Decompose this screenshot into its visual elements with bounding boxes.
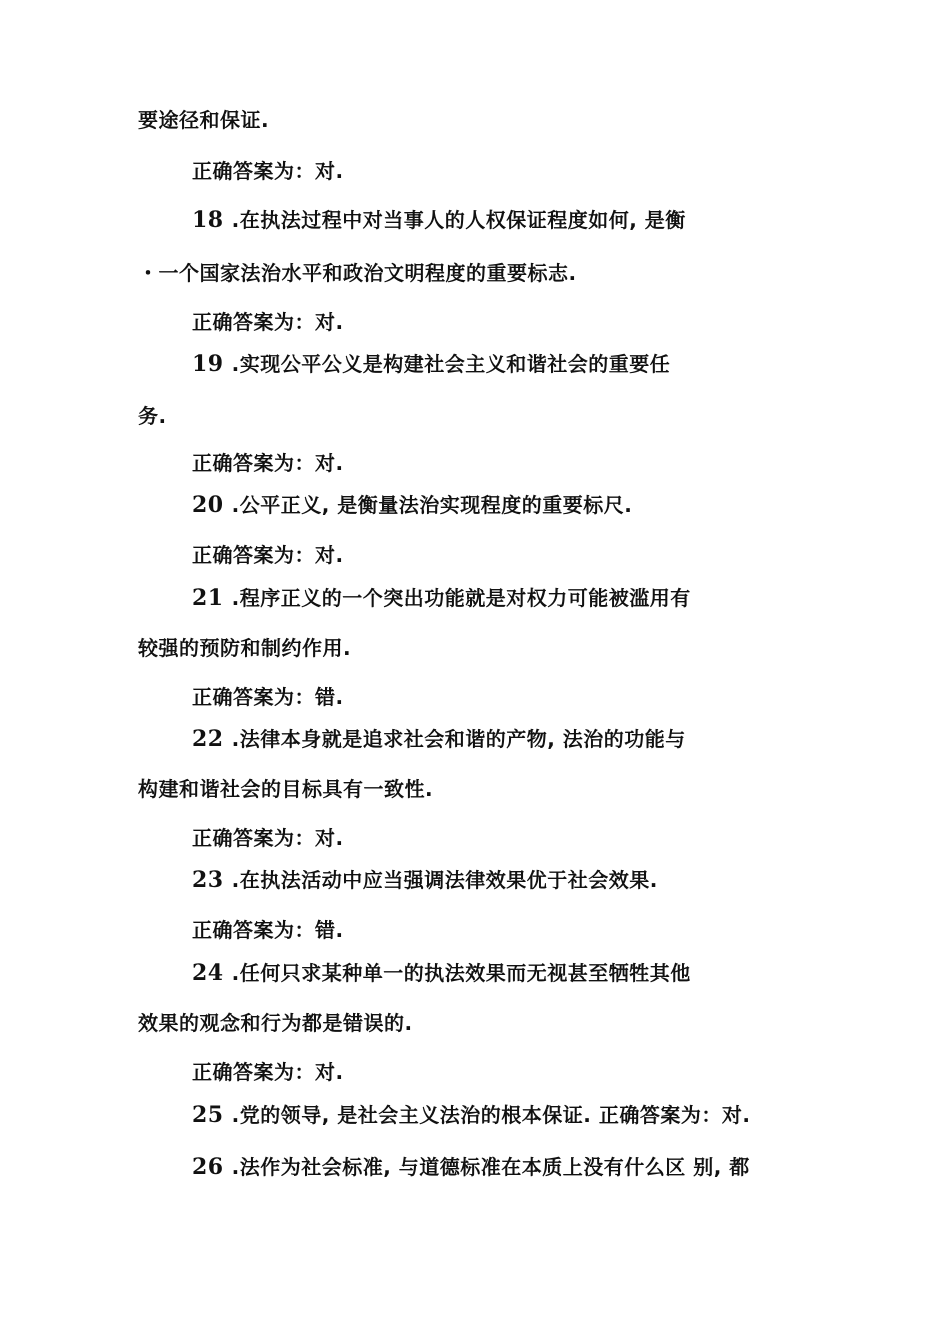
question-24-cont: 效果的观念和行为都是错误的. — [138, 1011, 413, 1035]
question-22-cont: 构建和谐社会的目标具有一致性. — [138, 777, 434, 801]
answer-21: 正确答案为：错. — [192, 685, 344, 709]
question-text: .在执法活动中应当强调法律效果优于社会效果. — [231, 868, 658, 892]
question-21-cont: 较强的预防和制约作用. — [138, 636, 352, 660]
question-23 — [192, 866, 658, 894]
question-24 — [192, 959, 691, 987]
question-text: .在执法过程中对当事人的人权保证程度如何, 是衡 — [231, 208, 686, 232]
question-number: 23 — [192, 867, 224, 893]
question-18-cont: ・一个国家法治水平和政治文明程度的重要标志. — [138, 261, 577, 285]
question-number: 19 — [192, 351, 224, 377]
question-text: .程序正义的一个突出功能就是对权力可能被滥用有 — [231, 586, 691, 610]
question-text: .实现公平公义是构建社会主义和谐社会的重要任 — [231, 352, 671, 376]
question-number: 25 — [192, 1102, 224, 1128]
question-number: 22 — [192, 726, 224, 752]
text-line: 要途径和保证. — [138, 108, 270, 132]
question-number: 18 — [192, 207, 224, 233]
question-18 — [192, 206, 686, 234]
answer-20: 正确答案为：对. — [192, 543, 344, 567]
answer-19: 正确答案为：对. — [192, 451, 344, 475]
question-text: .党的领导, 是社会主义法治的根本保证. 正确答案为：对. — [231, 1103, 751, 1127]
question-text: .公平正义, 是衡量法治实现程度的重要标尺. — [231, 493, 633, 517]
question-number: 26 — [192, 1154, 224, 1180]
question-number: 20 — [192, 492, 224, 518]
question-number: 24 — [192, 960, 224, 986]
question-text: .法作为社会标准, 与道德标准在本质上没有什么区 别, 都 — [231, 1155, 750, 1179]
question-25 — [192, 1101, 750, 1129]
question-26 — [192, 1153, 750, 1181]
answer-17: 正确答案为：对. — [192, 159, 344, 183]
answer-24: 正确答案为：对. — [192, 1060, 344, 1084]
question-number: 21 — [192, 585, 224, 611]
question-19-cont: 务. — [138, 404, 167, 428]
answer-22: 正确答案为：对. — [192, 826, 344, 850]
question-21 — [192, 584, 691, 612]
answer-18: 正确答案为：对. — [192, 310, 344, 334]
answer-23: 正确答案为：错. — [192, 918, 344, 942]
question-19 — [192, 350, 670, 378]
question-text: .法律本身就是追求社会和谐的产物, 法治的功能与 — [231, 727, 686, 751]
question-text: .任何只求某种单一的执法效果而无视甚至牺牲其他 — [231, 961, 691, 985]
question-22 — [192, 725, 686, 753]
question-20 — [192, 491, 632, 519]
